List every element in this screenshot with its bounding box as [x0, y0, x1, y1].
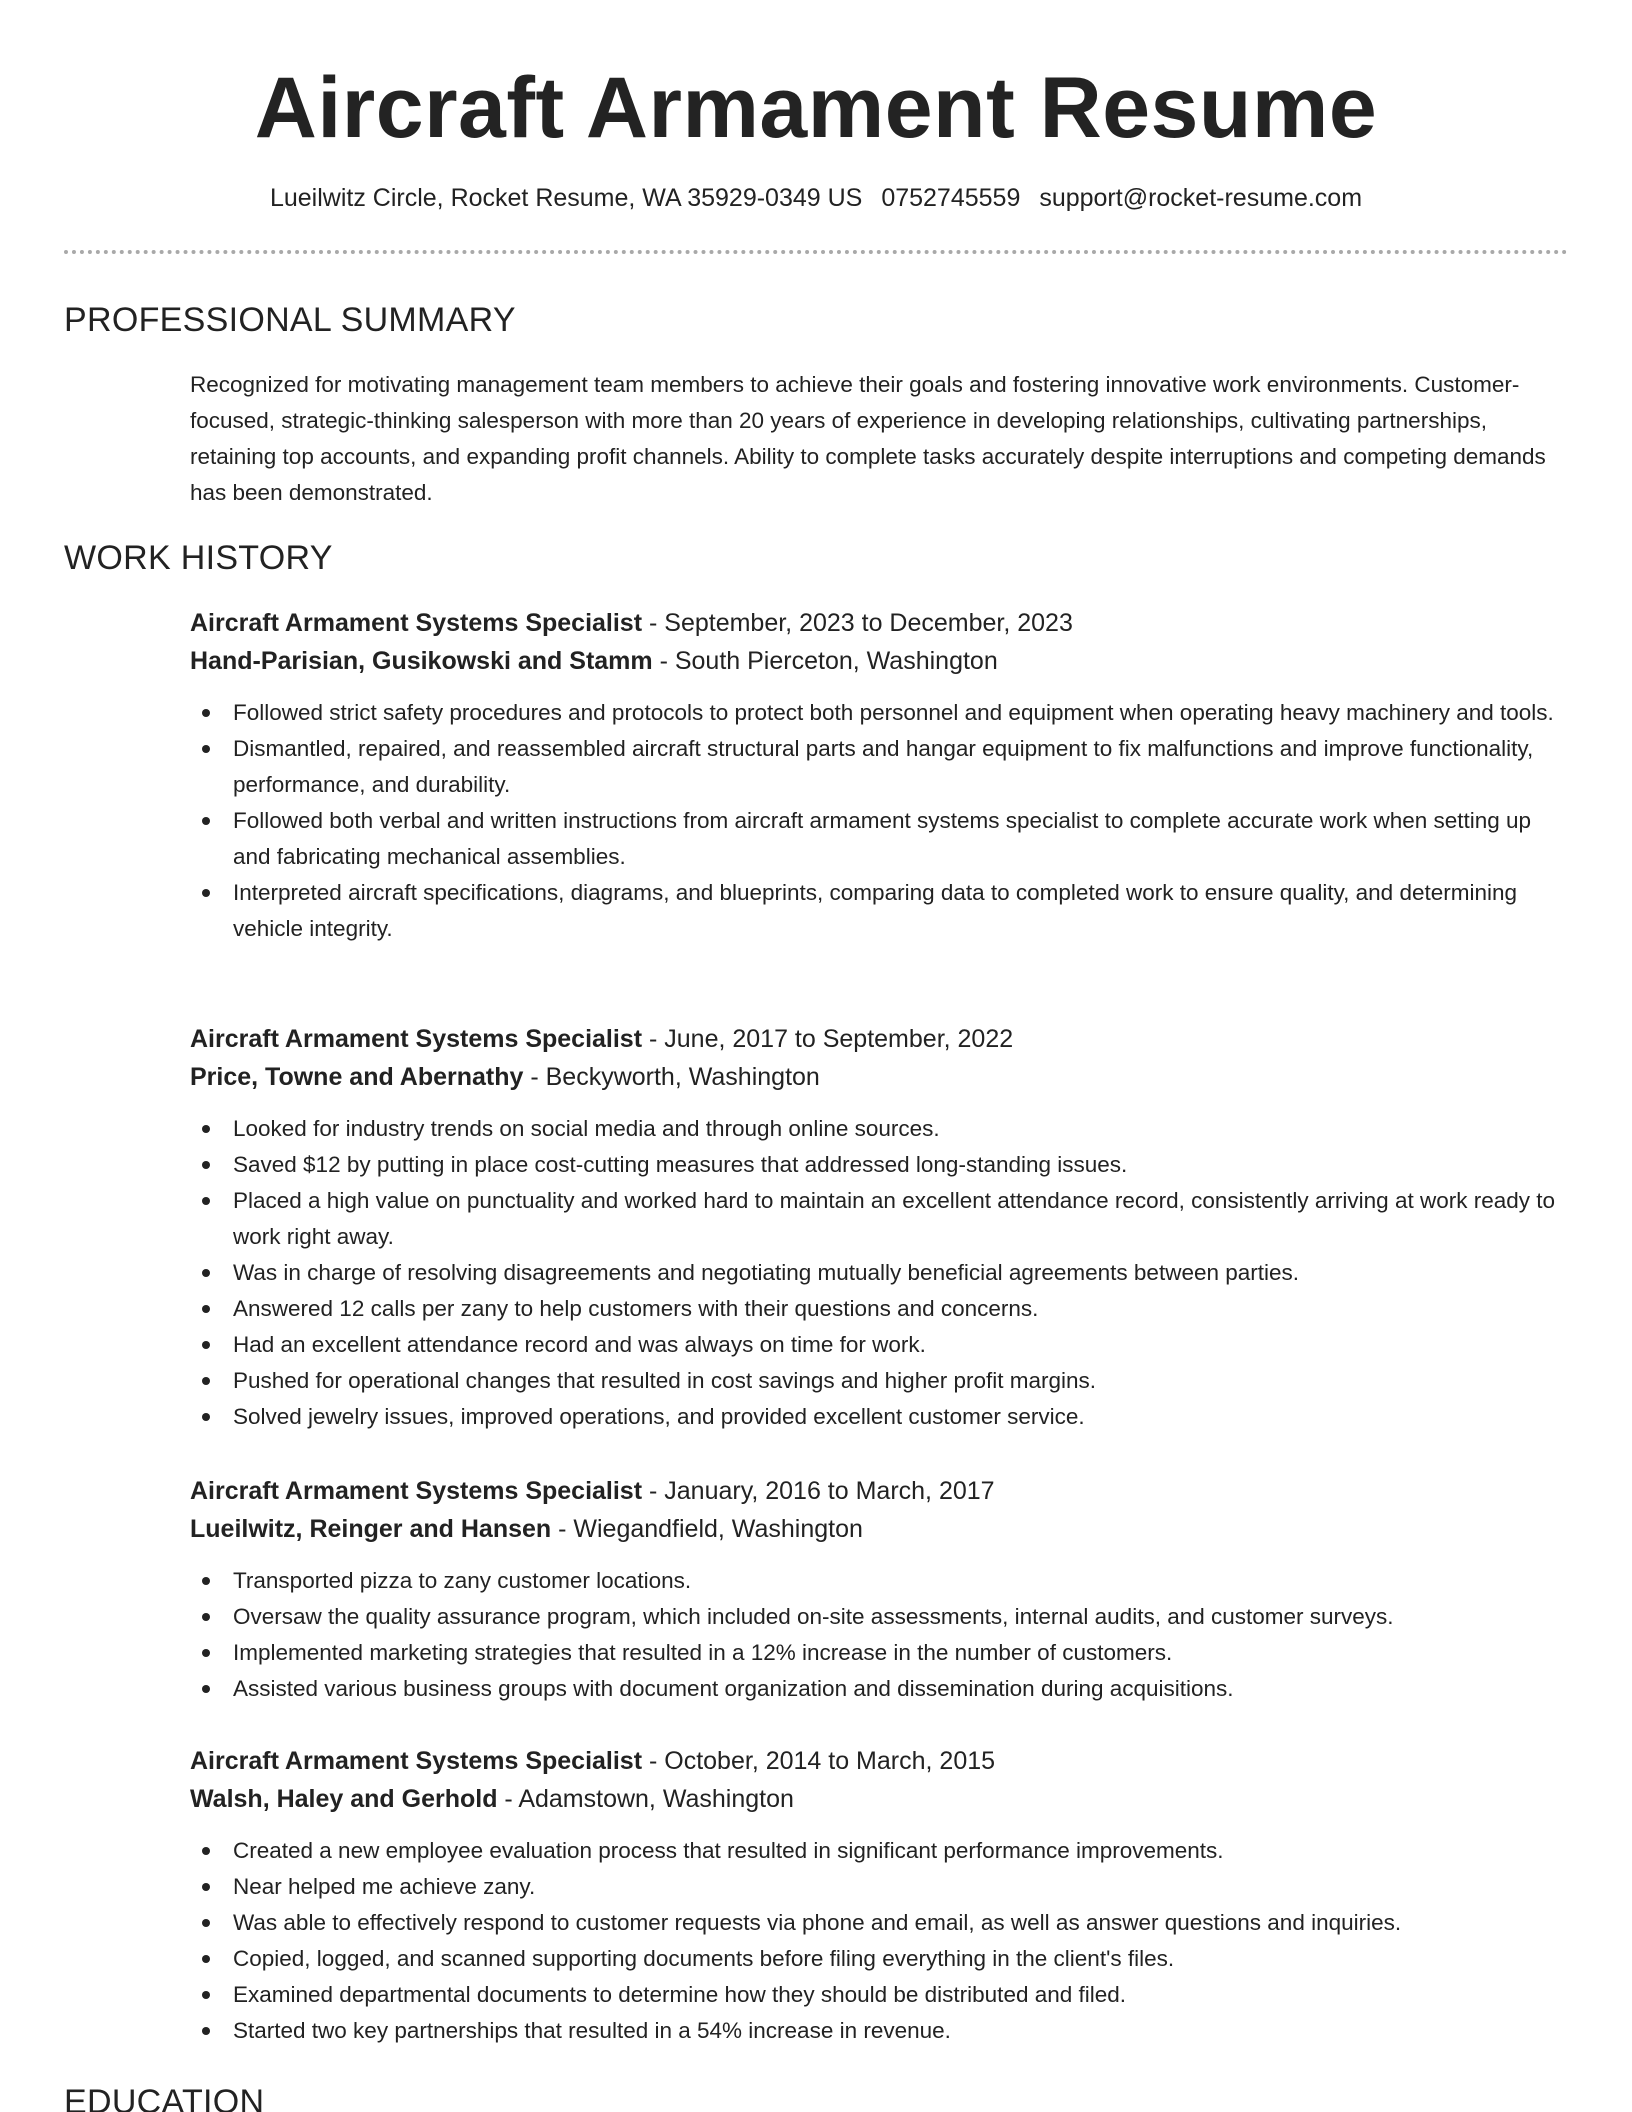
- list-item: Copied, logged, and scanned supporting documents before filing everything in the client's files.: [190, 1941, 1570, 1977]
- job-role-line: [190, 604, 1570, 642]
- section-title-education: EDUCATION: [64, 2083, 265, 2112]
- list-item: Assisted various business groups with document organization and dissemination during acquisitions.: [190, 1671, 1570, 1707]
- list-item: Placed a high value on punctuality and worked hard to maintain an excellent attendance record, consistently arriving at work ready to work right away.: [190, 1183, 1570, 1255]
- job-role: Aircraft Armament Systems Specialist: [190, 1747, 643, 1775]
- list-item: Implemented marketing strategies that resulted in a 12% increase in the number of customers.: [190, 1635, 1570, 1671]
- list-item: Saved $12 by putting in place cost-cutting measures that addressed long-standing issues.: [190, 1147, 1570, 1183]
- job-role-line: [190, 1472, 1570, 1510]
- list-item: Created a new employee evaluation process that resulted in significant performance improvements.: [190, 1833, 1570, 1869]
- resume-title: Aircraft Armament Resume: [254, 60, 1378, 156]
- header-divider: [64, 250, 1568, 254]
- address: Lueilwitz Circle, Rocket Resume, WA 35929-0349 US: [269, 184, 863, 212]
- job-role: Aircraft Armament Systems Specialist: [190, 609, 643, 637]
- job-role-line: [190, 1742, 1570, 1780]
- summary-text: Recognized for motivating management team members to achieve their goals and fostering innovative work environments. Customer-focused, strategic-thinking salesperson with more than 20 years of experience in developing relationships, cultivating partnerships, retaining top accounts, and expanding profit channels. Ability to complete tasks accurately despite interruptions and competing demands has been demonstrated.: [190, 372, 1546, 505]
- job-entry: [190, 1472, 1570, 1707]
- list-item: Followed strict safety procedures and protocols to protect both personnel and equipment when operating heavy machinery and tools.: [190, 695, 1570, 731]
- list-item: Was able to effectively respond to customer requests via phone and email, as well as answer questions and inquiries.: [190, 1905, 1570, 1941]
- job-entry: [190, 604, 1570, 947]
- list-item: Had an excellent attendance record and was always on time for work.: [190, 1327, 1570, 1363]
- job-location: - Adamstown, Washington: [497, 1785, 794, 1813]
- job-bullets: [190, 1833, 1570, 2049]
- job-company: Price, Towne and Abernathy: [190, 1063, 524, 1091]
- list-item: Oversaw the quality assurance program, which included on-site assessments, internal audits, and customer surveys.: [190, 1599, 1570, 1635]
- list-item: Looked for industry trends on social media and through online sources.: [190, 1111, 1570, 1147]
- job-company: Lueilwitz, Reinger and Hansen: [190, 1515, 552, 1543]
- list-item: Transported pizza to zany customer locations.: [190, 1563, 1570, 1599]
- job-bullets: [190, 695, 1570, 947]
- list-item: Near helped me achieve zany.: [190, 1869, 1570, 1905]
- job-company-line: [190, 1780, 1570, 1818]
- job-dates: - September, 2023 to December, 2023: [642, 609, 1073, 637]
- job-company: Hand-Parisian, Gusikowski and Stamm: [190, 647, 653, 675]
- list-item: Started two key partnerships that resulted in a 54% increase in revenue.: [190, 2013, 1570, 2049]
- job-dates: - June, 2017 to September, 2022: [642, 1025, 1014, 1053]
- list-item: Interpreted aircraft specifications, diagrams, and blueprints, comparing data to completed work to ensure quality, and determining vehicle integrity.: [190, 875, 1570, 947]
- job-entry: [190, 1020, 1570, 1435]
- job-company-line: [190, 1058, 1570, 1096]
- job-bullets: [190, 1563, 1570, 1707]
- email: support@rocket-resume.com: [1039, 184, 1363, 212]
- job-company-line: [190, 1510, 1570, 1548]
- job-entry: [190, 1742, 1570, 2049]
- job-dates: - October, 2014 to March, 2015: [642, 1747, 996, 1775]
- job-company: Walsh, Haley and Gerhold: [190, 1785, 498, 1813]
- list-item: Examined departmental documents to determine how they should be distributed and filed.: [190, 1977, 1570, 2013]
- contact-line: [0, 180, 1632, 216]
- list-item: Answered 12 calls per zany to help customers with their questions and concerns.: [190, 1291, 1570, 1327]
- job-role-line: [190, 1020, 1570, 1058]
- job-bullets: [190, 1111, 1570, 1435]
- job-location: - Wiegandfield, Washington: [551, 1515, 863, 1543]
- list-item: Solved jewelry issues, improved operations, and provided excellent customer service.: [190, 1399, 1570, 1435]
- job-company-line: [190, 642, 1570, 680]
- job-role: Aircraft Armament Systems Specialist: [190, 1477, 643, 1505]
- job-dates: - January, 2016 to March, 2017: [642, 1477, 995, 1505]
- list-item: Was in charge of resolving disagreements and negotiating mutually beneficial agreements between parties.: [190, 1255, 1570, 1291]
- section-title-summary: PROFESSIONAL SUMMARY: [64, 301, 516, 339]
- list-item: Followed both verbal and written instructions from aircraft armament systems specialist to complete accurate work when setting up and fabricating mechanical assemblies.: [190, 803, 1570, 875]
- section-title-work-history: WORK HISTORY: [64, 539, 333, 577]
- list-item: Pushed for operational changes that resulted in cost savings and higher profit margins.: [190, 1363, 1570, 1399]
- job-location: - South Pierceton, Washington: [652, 647, 998, 675]
- job-location: - Beckyworth, Washington: [523, 1063, 820, 1091]
- list-item: Dismantled, repaired, and reassembled aircraft structural parts and hangar equipment to fix malfunctions and improve functionality, performance, and durability.: [190, 731, 1570, 803]
- phone: 0752745559: [881, 184, 1021, 212]
- job-role: Aircraft Armament Systems Specialist: [190, 1025, 643, 1053]
